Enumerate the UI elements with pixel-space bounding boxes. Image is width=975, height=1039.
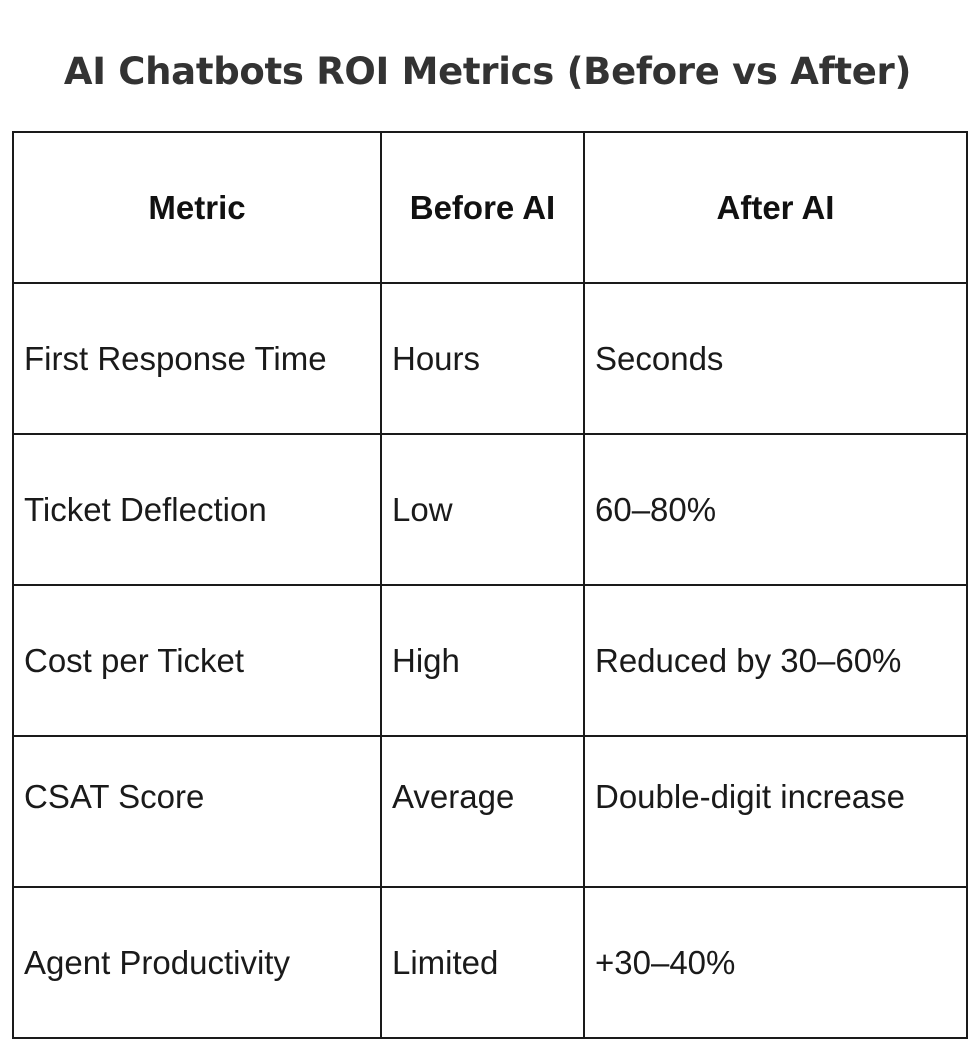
table-row [13, 585, 967, 736]
table-row [13, 736, 967, 887]
roi-metrics-table [12, 131, 968, 1039]
after-ai-cell: 60–80% [584, 434, 967, 585]
table-header-row [13, 132, 967, 283]
header-after-ai: After AI [584, 132, 967, 283]
after-ai-cell: Seconds [584, 283, 967, 434]
before-ai-cell: Hours [381, 283, 584, 434]
table-row [13, 434, 967, 585]
table-row [13, 887, 967, 1038]
metric-cell: Cost per Ticket [13, 585, 381, 736]
metric-cell: Ticket Deflection [13, 434, 381, 585]
metric-cell: Agent Productivity [13, 887, 381, 1038]
table-row [13, 283, 967, 434]
page-title: AI Chatbots ROI Metrics (Before vs After) [63, 50, 912, 93]
after-ai-cell: Reduced by 30–60% [584, 585, 967, 736]
before-ai-cell: Average [381, 736, 584, 887]
before-ai-cell: Limited [381, 887, 584, 1038]
metric-cell: First Response Time [13, 283, 381, 434]
metric-cell: CSAT Score [13, 736, 381, 887]
before-ai-cell: High [381, 585, 584, 736]
after-ai-cell: Double-digit increase [584, 736, 967, 887]
header-metric: Metric [13, 132, 381, 283]
header-before-ai: Before AI [381, 132, 584, 283]
before-ai-cell: Low [381, 434, 584, 585]
after-ai-cell: +30–40% [584, 887, 967, 1038]
